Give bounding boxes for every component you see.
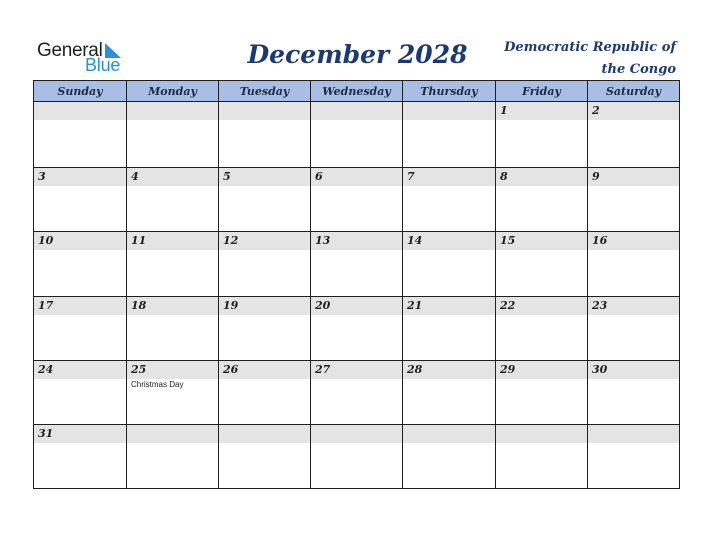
- day-number: 20: [315, 299, 331, 312]
- day-cell[interactable]: [587, 232, 679, 296]
- country-line-2: the Congo: [601, 62, 676, 77]
- day-cell[interactable]: [587, 361, 679, 424]
- week-row: [34, 167, 679, 231]
- day-number-band: [588, 425, 679, 443]
- day-cell[interactable]: [587, 425, 679, 488]
- day-cell[interactable]: [218, 168, 310, 231]
- day-number: 1: [500, 104, 508, 117]
- week-row: [34, 296, 679, 360]
- day-number-band: [219, 425, 310, 443]
- day-cell[interactable]: [310, 232, 402, 296]
- day-cell[interactable]: [218, 425, 310, 488]
- day-cell[interactable]: [310, 425, 402, 488]
- day-number: 8: [500, 170, 508, 183]
- day-number: 30: [592, 363, 608, 376]
- day-number: 22: [500, 299, 516, 312]
- calendar-grid: [33, 80, 680, 489]
- weekday-header-friday: Friday: [495, 81, 587, 101]
- day-number: 19: [223, 299, 239, 312]
- day-number: 27: [315, 363, 331, 376]
- day-number-band: [403, 425, 495, 443]
- weekday-header-saturday: Saturday: [587, 81, 679, 101]
- day-number-band: [311, 168, 402, 186]
- day-cell[interactable]: [402, 425, 495, 488]
- week-row: [34, 360, 679, 424]
- day-number-band: [403, 168, 495, 186]
- weekday-header-monday: Monday: [126, 81, 218, 101]
- day-cell[interactable]: [587, 297, 679, 360]
- day-cell[interactable]: [218, 297, 310, 360]
- day-number: 17: [38, 299, 54, 312]
- day-cell[interactable]: [402, 361, 495, 424]
- day-cell[interactable]: [310, 297, 402, 360]
- country-line-1: Democratic Republic of: [504, 40, 676, 55]
- day-cell[interactable]: [218, 102, 310, 167]
- day-number: 15: [500, 234, 516, 247]
- day-cell[interactable]: [402, 297, 495, 360]
- day-number: 9: [592, 170, 600, 183]
- day-number-band: [311, 425, 402, 443]
- holiday-label: Christmas Day: [131, 380, 184, 389]
- day-number-band: [219, 102, 310, 120]
- week-row: [34, 424, 679, 488]
- day-number: 26: [223, 363, 239, 376]
- day-number: 2: [592, 104, 600, 117]
- logo-word-general: General: [37, 40, 103, 61]
- day-cell[interactable]: [126, 168, 218, 231]
- day-number: 11: [131, 234, 147, 247]
- day-cell[interactable]: [495, 102, 587, 167]
- day-cell[interactable]: [34, 297, 126, 360]
- day-number-band: [127, 102, 218, 120]
- day-number: 13: [315, 234, 331, 247]
- day-cell[interactable]: [402, 232, 495, 296]
- day-number: 3: [38, 170, 46, 183]
- day-number: 23: [592, 299, 608, 312]
- weekday-header-sunday: Sunday: [57, 85, 103, 98]
- day-cell[interactable]: [310, 168, 402, 231]
- day-number: 28: [407, 363, 423, 376]
- day-number: 4: [131, 170, 139, 183]
- day-cell[interactable]: [587, 168, 679, 231]
- day-number-band: [127, 425, 218, 443]
- day-number: 12: [223, 234, 239, 247]
- day-number-band: [34, 102, 126, 120]
- day-cell[interactable]: [218, 232, 310, 296]
- day-number: 24: [38, 363, 54, 376]
- day-cell[interactable]: [126, 102, 218, 167]
- day-cell[interactable]: [310, 102, 402, 167]
- day-cell[interactable]: [34, 425, 126, 488]
- day-cell[interactable]: [587, 102, 679, 167]
- day-cell[interactable]: [126, 425, 218, 488]
- day-number: 25: [131, 363, 147, 376]
- day-number-band: [219, 168, 310, 186]
- country-name: [470, 37, 676, 81]
- day-cell[interactable]: [126, 361, 218, 424]
- day-number-band: [403, 102, 495, 120]
- day-number: 7: [407, 170, 415, 183]
- day-number-band: [496, 425, 587, 443]
- day-number-band: [311, 102, 402, 120]
- day-number: 5: [223, 170, 231, 183]
- day-number: 10: [38, 234, 54, 247]
- day-cell[interactable]: [34, 102, 126, 167]
- day-cell[interactable]: [495, 297, 587, 360]
- day-cell[interactable]: [495, 168, 587, 231]
- day-number-band: [127, 168, 218, 186]
- day-number-band: [496, 168, 587, 186]
- day-number: 21: [407, 299, 423, 312]
- week-row: [34, 231, 679, 296]
- day-number: 14: [407, 234, 423, 247]
- weekday-header-tuesday: Tuesday: [218, 81, 310, 101]
- day-cell[interactable]: [34, 168, 126, 231]
- day-number: 29: [500, 363, 516, 376]
- logo-word-blue: Blue: [85, 55, 121, 75]
- weekday-header-row: [34, 81, 679, 102]
- day-cell[interactable]: [495, 361, 587, 424]
- day-cell[interactable]: [34, 361, 126, 424]
- day-cell[interactable]: [218, 361, 310, 424]
- day-cell[interactable]: [126, 297, 218, 360]
- day-cell[interactable]: [34, 232, 126, 296]
- weekday-header-wednesday: Wednesday: [310, 81, 402, 101]
- day-number-band: [588, 168, 679, 186]
- day-cell[interactable]: [310, 361, 402, 424]
- day-number: 31: [38, 427, 54, 440]
- day-number: 18: [131, 299, 147, 312]
- weekday-header-thursday: Thursday: [402, 81, 495, 101]
- day-number: 6: [315, 170, 323, 183]
- brand-logo: [37, 40, 137, 74]
- week-row: [34, 102, 679, 167]
- day-cell[interactable]: [402, 102, 495, 167]
- day-cell[interactable]: [126, 232, 218, 296]
- day-number-band: [588, 102, 679, 120]
- day-cell[interactable]: [495, 425, 587, 488]
- day-number: 16: [592, 234, 608, 247]
- day-number-band: [496, 102, 587, 120]
- day-cell[interactable]: [402, 168, 495, 231]
- day-cell[interactable]: [495, 232, 587, 296]
- day-number-band: [34, 168, 126, 186]
- calendar-title: December 2028: [247, 40, 468, 69]
